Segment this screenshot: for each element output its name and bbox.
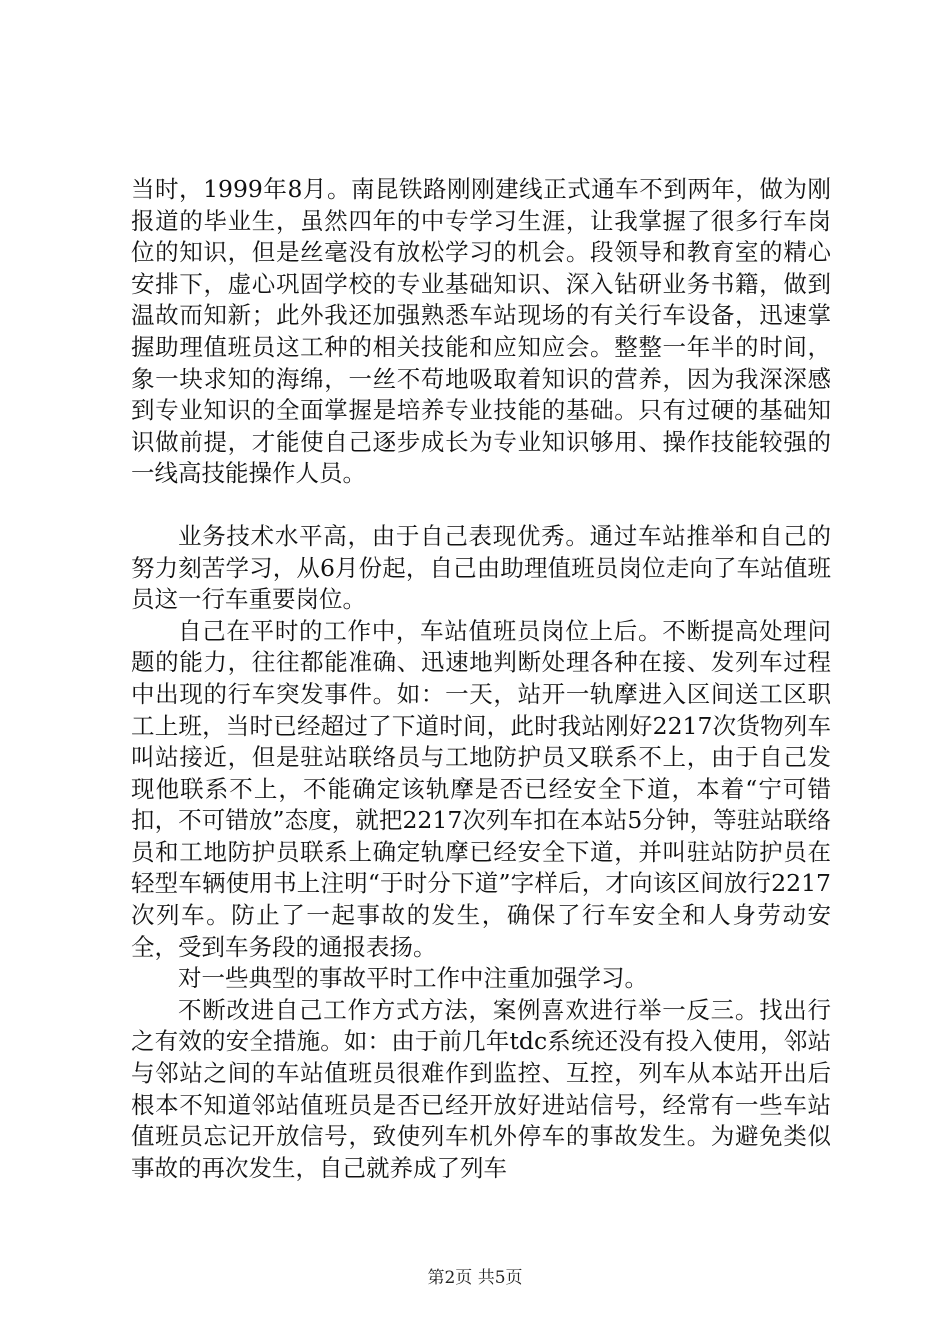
paragraph-gap — [131, 490, 831, 521]
document-body — [131, 174, 831, 1184]
paragraph-4: 对一些典型的事故平时工作中注重加强学习。 — [178, 964, 648, 993]
paragraph-1: 当时，1999年8月。南昆铁路刚刚建线正式通车不到两年，做为刚报道的毕业生，虽然四年的中专学习生涯，让我掌握了很多行车岗位的知识，但是丝毫没有放松学习的机会。段领导和教育室的精心安排下，虚心巩固学校的专业基础知识、深入钻研业务书籍，做到温故而知新；此外我还加强熟悉车站现场的有关行车设备，迅速掌握助理值班员这工种的相关技能和应知应会。整整一年半的时间，象一块求知的海绵，一丝不苟地吸取着知识的营养，因为我深深感到专业知识的全面掌握是培养专业技能的基础。只有过硬的基础知识做前提，才能使自己逐步成长为专业知识够用、操作技能较强的一线高技能操作人员。 — [131, 175, 831, 488]
page-footer: 第2页 共5页 — [427, 1268, 523, 1288]
paragraph-2: 业务技术水平高，由于自己表现优秀。通过车站推举和自己的努力刻苦学习，从6月份起，自己由助理值班员岗位走向了车站值班员这一行车重要岗位。 — [131, 521, 831, 614]
paragraph-5: 不断改进自己工作方式方法，案例喜欢进行举一反三。找出行之有效的安全措施。如：由于前几年tdc系统还没有投入使用，邻站与邻站之间的车站值班员很难作到监控、互控，列车从本站开出后根本不知道邻站值班员是否已经开放好进站信号，经常有一些车站值班员忘记开放信号，致使列车机外停车的事故发生。为避免类似事故的再次发生，自己就养成了列车 — [131, 995, 831, 1182]
paragraph-3: 自己在平时的工作中，车站值班员岗位上后。不断提高处理问题的能力，往往都能准确、迅速地判断处理各种在接、发列车过程中出现的行车突发事件。如：一天，站开一轨摩进入区间送工区职工上班，当时已经超过了下道时间，此时我站刚好2217次货物列车叫站接近，但是驻站联络员与工地防护员又联系不上，由于自己发现他联系不上，不能确定该轨摩是否已经安全下道，本着“宁可错扣，不可错放”态度，就把2217次列车扣在本站5分钟，等驻站联络员和工地防护员联系上确定轨摩已经安全下道，并叫驻站防护员在轻型车辆使用书上注明“于时分下道”字样后，才向该区间放行2217次列车。防止了一起事故的发生，确保了行车安全和人身劳动安全，受到车务段的通报表扬。 — [131, 616, 831, 961]
